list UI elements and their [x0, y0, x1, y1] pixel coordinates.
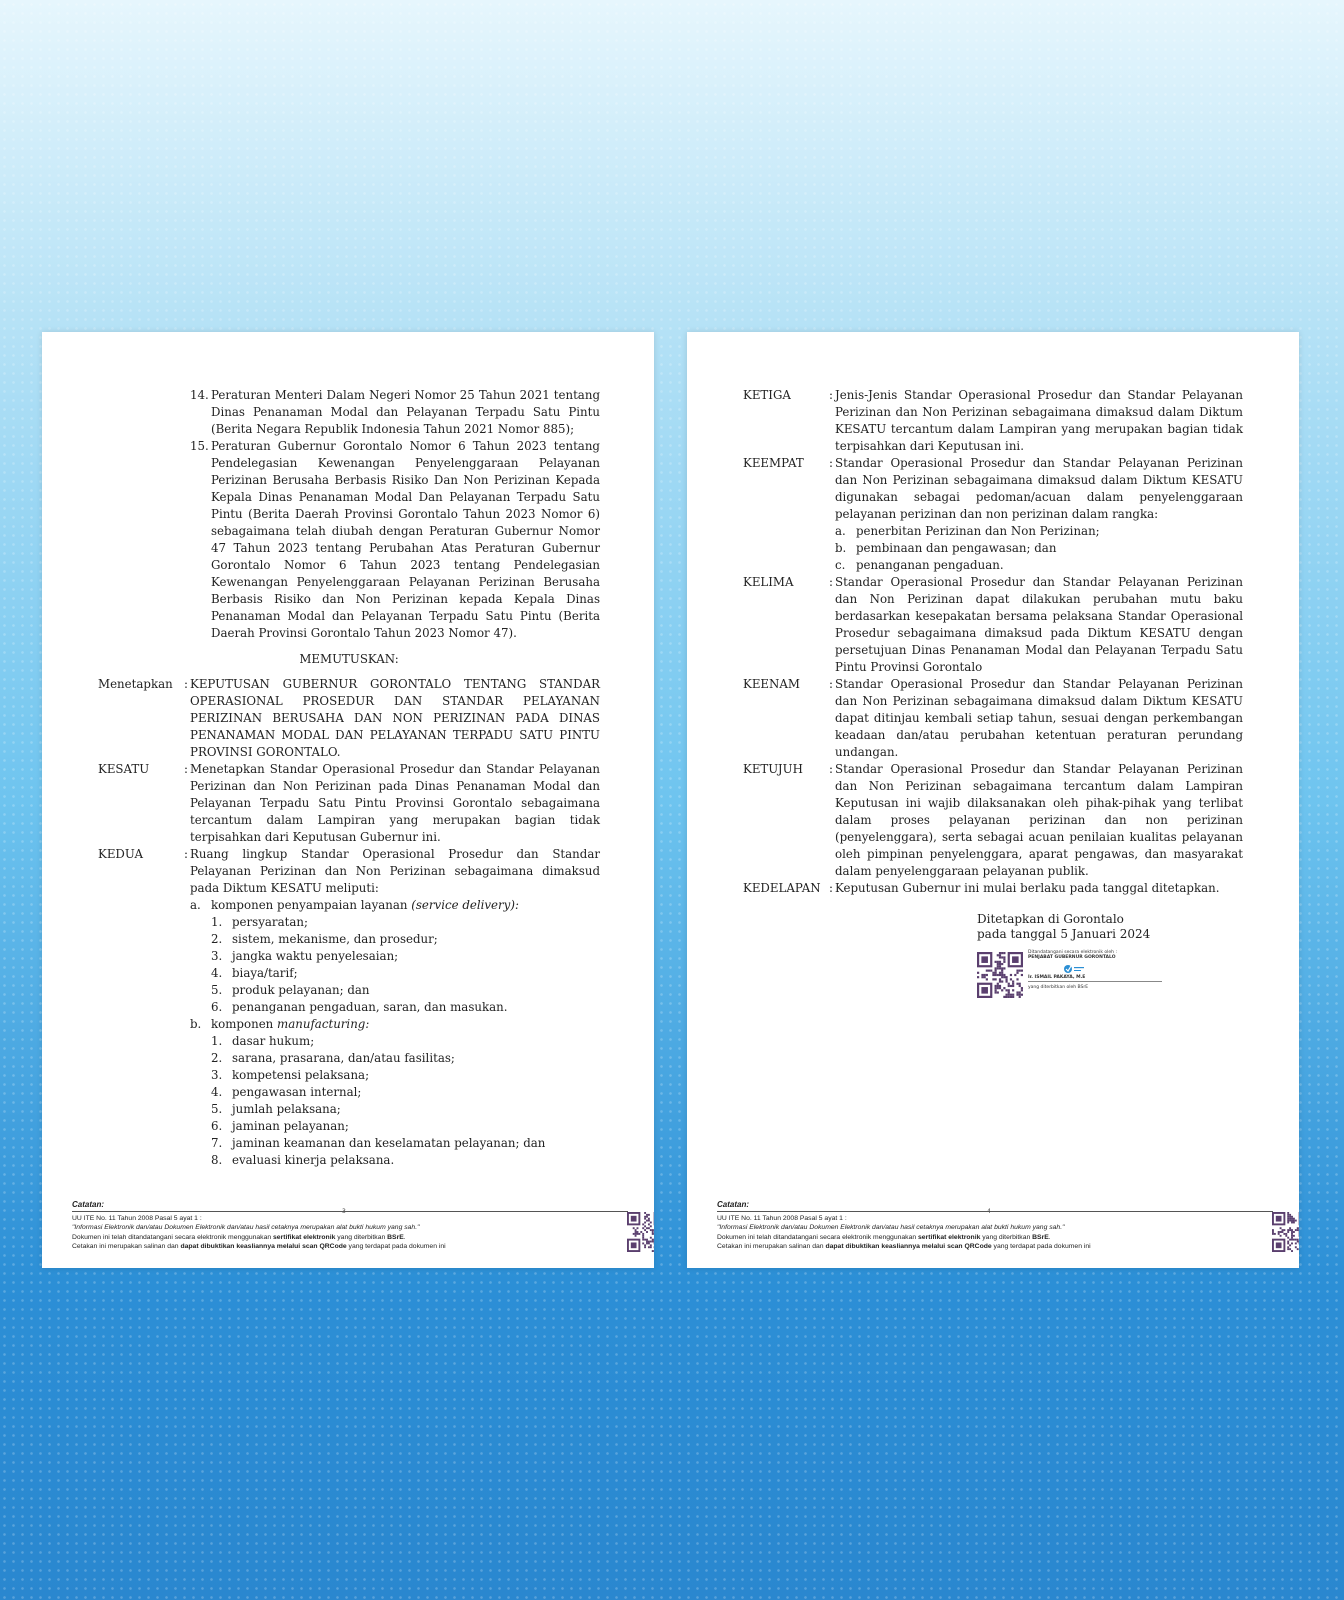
sub-item: b. pembinaan dan pengawasan; dan	[835, 541, 1057, 555]
dictum-key: KETUJUH	[743, 762, 803, 776]
numbered-list-item	[190, 1084, 600, 1101]
list-text: penanganan pengaduan, saran, dan masukan.	[232, 1000, 508, 1014]
list-number: 1.	[211, 1034, 223, 1048]
list-text: persyaratan;	[232, 915, 308, 929]
dictum-key: KESATU	[98, 762, 150, 776]
numbered-list-item	[190, 948, 600, 965]
dictum-text: Menetapkan Standar Operasional Prosedur dan Standar Pelayanan Perizinan dan Non Perizinan pada Dinas Penanaman Modal dan Pelayanan Terpadu Satu Pintu Provinsi Gorontalo sebagaimana tercantum dalam Lampiran yang merupakan bagian tidak terpisahkan dari Keputusan Gubernur ini.	[190, 762, 600, 844]
signer-office: PENJABAT GUBERNUR GORONTALO	[1028, 955, 1116, 961]
list-number: 5.	[211, 1102, 223, 1116]
list-text: sarana, prasarana, dan/atau fasilitas;	[232, 1051, 455, 1065]
signed-by-label: Ditandatangani secara elektronik oleh :	[1028, 950, 1117, 955]
item-text: Peraturan Gubernur Gorontalo Nomor 6 Tahun 2023 tentang Pendelegasian Kewenangan Penyelenggaraan Pelayanan Perizinan Berusaha Berbasis Risiko Dan Non Perizinan Kepada Kepala Dinas Penanaman Modal Dan Pelayanan Terpadu Satu Pintu (Berita Daerah Provinsi Gorontalo Tahun 2023 Nomor 6) sebagaimana telah diubah dengan Peraturan Gubernur Nomor 47 Tahun 2023 tentang Perubahan Atas Peraturan Gubernur Gorontalo Nomor 6 Tahun 2023 tentang Pendelegasian Kewenangan Penyelenggaraan Pelayanan Perizinan Berusaha Berbasis Risiko dan Non Perizinan kepada Kepala Dinas Penanaman Modal dan Pelayanan Terpadu Satu Pintu (Berita Daerah Provinsi Gorontalo Tahun 2023 Nomor 47).	[211, 439, 600, 640]
list-number: 1.	[211, 915, 223, 929]
footer-line: "Informasi Elektronik dan/atau Dokumen Elektronik dan/atau hasil cetaknya merupakan alat bukti hukum yang sah."	[717, 1224, 1065, 1231]
list-text: biaya/tarif;	[232, 966, 298, 980]
dictum-kedua: KEDUA : Ruang lingkup Standar Operasional Prosedur dan Standar Pelayanan Perizinan dan Non Perizinan sebagaimana dimaksud pada Diktum KESATU meliputi: a. komponen penyampaian layanan (service delivery): 1. persyaratan; 2. sistem, mekanisme, dan prosedur; 3. jangka waktu penyelesaian; 4. biaya/tarif; 5. produk pelayanan; dan 6. penanganan pengaduan, saran, dan masukan. b. komponen manufacturing: 1. dasar hukum; 2. sarana, prasarana, dan/atau fasilitas; 3. kompetensi pelaksana; 4. pengawasan internal; 5. jumlah pelaksana; 6. jaminan pelayanan; 7. jaminan keamanan dan keselamatan pelayanan; dan 8. evaluasi kinerja pelaksana.	[98, 847, 600, 1167]
numbered-list-item	[190, 1118, 600, 1135]
numbered-list-item	[190, 1101, 600, 1118]
footer-note	[72, 1200, 628, 1252]
signature-qr-code-icon	[977, 952, 1023, 1004]
list-text: kompetensi pelaksana;	[232, 1068, 370, 1082]
dictum-ketujuh: KETUJUH : Standar Operasional Prosedur dan Standar Pelayanan Perizinan dan Non Perizinan sebagaimana tercantum dalam Lampiran Keputusan ini wajib dilaksanakan oleh pihak-pihak yang terlibat dalam proses pelayanan perizinan dan non perizinan (penyelenggara), serta sebagai acuan penilaian kualitas pelayanan oleh pimpinan penyelenggara, aparat pengawas, dan masyarakat dalam penyelenggaraan pelayanan publik.	[743, 762, 1243, 878]
dictum-text: Jenis-Jenis Standar Operasional Prosedur dan Standar Pelayanan Perizinan dan Non Perizinan sebagaimana dimaksud dalam Diktum KESATU tercantum dalam Lampiran yang merupakan bagian tidak terpisahkan dari Keputusan ini.	[835, 388, 1243, 453]
decision-heading: MEMUTUSKAN:	[299, 652, 399, 666]
numbered-list-item	[190, 1152, 600, 1169]
dictum-text: Standar Operasional Prosedur dan Standar Pelayanan Perizinan dan Non Perizinan dapat dilakukan perubahan mutu baku berdasarkan kesepakatan bersama pelaksana Standar Operasional Prosedur sebagaimana dimaksud pada Diktum KESATU dengan persetujuan Dinas Penanaman Modal dan Pelayanan Terpadu Satu Pintu Provinsi Gorontalo	[835, 575, 1243, 674]
numbered-list-item	[190, 931, 600, 948]
dictum-key: KELIMA	[743, 575, 794, 589]
footer-divider	[72, 1211, 628, 1212]
sub-item: c. penanganan pengaduan.	[835, 558, 1004, 572]
document-page-left	[42, 332, 654, 1268]
numbered-list-item	[190, 1033, 600, 1050]
footer-line: "Informasi Elektronik dan/atau Dokumen Elektronik dan/atau hasil cetaknya merupakan alat bukti hukum yang sah."	[72, 1224, 420, 1231]
page-body	[98, 387, 600, 1169]
footer-label: Catatan:	[72, 1200, 105, 1209]
footer-note	[717, 1200, 1273, 1252]
dictum-key: KEENAM	[743, 677, 800, 691]
dictum-key: Menetapkan	[98, 677, 173, 691]
footer-line: UU ITE No. 11 Tahun 2008 Pasal 5 ayat 1 :	[717, 1214, 847, 1222]
signer-name: Ir. ISMAIL PAKAYA, M.E	[1028, 974, 1086, 980]
list-number: 7.	[211, 1136, 223, 1150]
list-number: 8.	[211, 1153, 223, 1167]
dictum-key: KEDUA	[98, 847, 143, 861]
numbered-list-item	[190, 914, 600, 931]
numbered-list-item	[190, 1050, 600, 1067]
sub-item: a. penerbitan Perizinan dan Non Perizinan;	[835, 524, 1100, 538]
list-text: sistem, mekanisme, dan prosedur;	[232, 932, 438, 946]
list-text: jumlah pelaksana;	[232, 1102, 341, 1116]
list-number: 3.	[211, 1068, 223, 1082]
list-number: 4.	[211, 1085, 223, 1099]
footer-line: Cetakan ini merupakan salinan dan dapat dibuktikan keasliannya melalui scan QRCode yang terdapat pada dokumen ini	[717, 1243, 1091, 1250]
page-body	[743, 387, 1243, 897]
list-text: produk pelayanan; dan	[232, 983, 370, 997]
document-page-right	[687, 332, 1299, 1268]
numbered-list-item	[190, 999, 600, 1016]
page-number: 4	[987, 1208, 991, 1215]
list-number: 6.	[211, 1119, 223, 1133]
list-number: 2.	[211, 1051, 223, 1065]
legal-basis-item	[98, 438, 600, 642]
sub-item-b-list	[190, 1033, 600, 1169]
bsre-logo-icon	[1062, 963, 1088, 975]
dictum-text: Ruang lingkup Standar Operasional Prosedur dan Standar Pelayanan Perizinan dan Non Perizinan sebagaimana dimaksud pada Diktum KESATU meliputi:	[190, 847, 600, 895]
list-number: 4.	[211, 966, 223, 980]
list-text: jangka waktu penyelesaian;	[232, 949, 399, 963]
legal-basis-item	[98, 387, 600, 438]
footer-line: Dokumen ini telah ditandatangani secara elektronik menggunakan sertifikat elektronik yang diterbitkan BSrE.	[717, 1233, 1051, 1241]
list-text: evaluasi kinerja pelaksana.	[232, 1153, 395, 1167]
numbered-list-item	[190, 1135, 600, 1152]
list-text: jaminan pelayanan;	[232, 1119, 349, 1133]
dictum-text: KEPUTUSAN GUBERNUR GORONTALO TENTANG STANDAR OPERASIONAL PROSEDUR DAN STANDAR PELAYANAN PERIZINAN BERUSAHA DAN NON PERIZINAN PADA DINAS PENANAMAN MODAL DAN PELAYANAN TERPADU SATU PINTU PROVINSI GORONTALO.	[190, 677, 600, 759]
page-number: 3	[342, 1208, 346, 1215]
numbered-list-item	[190, 982, 600, 999]
footer-line: Cetakan ini merupakan salinan dan dapat dibuktikan keasliannya melalui scan QRCode yang terdapat pada dokumen ini	[72, 1243, 446, 1250]
item-number: 15.	[190, 439, 209, 453]
dictum-kesatu: KESATU : Menetapkan Standar Operasional Prosedur dan Standar Pelayanan Perizinan dan Non Perizinan pada Dinas Penanaman Modal dan Pelayanan Terpadu Satu Pintu Provinsi Gorontalo sebagaimana tercantum dalam Lampiran yang merupakan bagian tidak terpisahkan dari Keputusan Gubernur ini.	[98, 762, 600, 844]
dictum-text: Standar Operasional Prosedur dan Standar Pelayanan Perizinan dan Non Perizinan sebagaimana tercantum dalam Lampiran Keputusan ini wajib dilaksanakan oleh pihak-pihak yang terlibat dalam proses pelayanan perizinan dan non perizinan (penyelenggara), serta sebagai acuan penilaian kualitas pelayanan oleh pimpinan penyelenggara, aparat pengawas, dan masyarakat dalam penyelenggaraan pelayanan publik.	[835, 762, 1243, 878]
list-text: dasar hukum;	[232, 1034, 315, 1048]
footer-divider	[717, 1211, 1273, 1212]
dictum-key: KEEMPAT	[743, 456, 804, 470]
qr-code-icon	[627, 1212, 654, 1252]
dictum-text: Keputusan Gubernur ini mulai berlaku pada tanggal ditetapkan.	[835, 881, 1220, 895]
dictum-text: Standar Operasional Prosedur dan Standar Pelayanan Perizinan dan Non Perizinan sebagaimana dimaksud dalam Diktum KESATU dapat ditinjau kembali setiap tahun, sesuai dengan perkembangan keadaan dan/atau perubahan ketentuan peraturan perundang undangan.	[835, 677, 1243, 759]
list-number: 2.	[211, 932, 223, 946]
dictum-text: Standar Operasional Prosedur dan Standar Pelayanan Perizinan dan Non Perizinan sebagaimana dimaksud dalam Diktum KESATU digunakan sebagai pedoman/acuan dalam penyelenggaraan pelayanan perizinan dan non perizinan dalam rangka:	[835, 456, 1243, 521]
list-number: 3.	[211, 949, 223, 963]
dictum-keenam: KEENAM : Standar Operasional Prosedur dan Standar Pelayanan Perizinan dan Non Perizinan sebagaimana dimaksud dalam Diktum KESATU dapat ditinjau kembali setiap tahun, sesuai dengan perkembangan keadaan dan/atau perubahan ketentuan peraturan perundang undangan.	[743, 677, 1243, 759]
dictum-kelima: KELIMA : Standar Operasional Prosedur dan Standar Pelayanan Perizinan dan Non Perizinan dapat dilakukan perubahan mutu baku berdasarkan kesepakatan bersama pelaksana Standar Operasional Prosedur sebagaimana dimaksud pada Diktum KESATU dengan persetujuan Dinas Penanaman Modal dan Pelayanan Terpadu Satu Pintu Provinsi Gorontalo	[743, 575, 1243, 674]
footer-line: Dokumen ini telah ditandatangani secara elektronik menggunakan sertifikat elektronik yang diterbitkan BSrE.	[72, 1233, 406, 1241]
list-text: jaminan keamanan dan keselamatan pelayanan; dan	[232, 1136, 546, 1150]
signature-divider	[1028, 981, 1162, 982]
signature-area	[977, 912, 1162, 1008]
signature-date: pada tanggal 5 Januari 2024	[977, 927, 1151, 941]
footer-line: UU ITE No. 11 Tahun 2008 Pasal 5 ayat 1 :	[72, 1214, 202, 1222]
sub-item-a: a. komponen penyampaian layanan (service delivery):	[190, 898, 519, 912]
item-number: 14.	[190, 388, 209, 402]
dictum-kedelapan: KEDELAPAN : Keputusan Gubernur ini mulai berlaku pada tanggal ditetapkan.	[743, 880, 1243, 897]
dictum-key: KETIGA	[743, 388, 791, 402]
signature-place: Ditetapkan di Gorontalo	[977, 912, 1124, 926]
sub-item-a-list	[190, 914, 600, 1016]
dictum-menetapkan: Menetapkan : KEPUTUSAN GUBERNUR GORONTALO TENTANG STANDAR OPERASIONAL PROSEDUR DAN STANDAR PELAYANAN PERIZINAN BERUSAHA DAN NON PERIZINAN PADA DINAS PENANAMAN MODAL DAN PELAYANAN TERPADU SATU PINTU PROVINSI GORONTALO.	[98, 677, 600, 759]
item-text: Peraturan Menteri Dalam Negeri Nomor 25 Tahun 2021 tentang Dinas Penanaman Modal dan Pelayanan Terpadu Satu Pintu (Berita Negara Republik Indonesia Tahun 2021 Nomor 885);	[211, 388, 600, 436]
numbered-list-item	[190, 965, 600, 982]
dictum-keempat: KEEMPAT : Standar Operasional Prosedur dan Standar Pelayanan Perizinan dan Non Perizinan sebagaimana dimaksud dalam Diktum KESATU digunakan sebagai pedoman/acuan dalam penyelenggaraan pelayanan perizinan dan non perizinan dalam rangka: a. penerbitan Perizinan dan Non Perizinan; b. pembinaan dan pengawasan; dan c. penanganan pengaduan.	[743, 456, 1243, 572]
dictum-key: KEDELAPAN	[743, 881, 821, 895]
footer-label: Catatan:	[717, 1200, 750, 1209]
list-number: 5.	[211, 983, 223, 997]
list-number: 6.	[211, 1000, 223, 1014]
electronic-signature	[977, 952, 1162, 1008]
dictum-ketiga: KETIGA : Jenis-Jenis Standar Operasional Prosedur dan Standar Pelayanan Perizinan dan Non Perizinan sebagaimana dimaksud dalam Diktum KESATU tercantum dalam Lampiran yang merupakan bagian tidak terpisahkan dari Keputusan ini.	[743, 388, 1243, 453]
list-text: pengawasan internal;	[232, 1085, 362, 1099]
qr-code-icon	[1272, 1212, 1299, 1252]
signature-issuer: yang diterbitkan oleh BSrE	[1028, 985, 1089, 991]
sub-item-b: b. komponen manufacturing:	[190, 1017, 370, 1031]
numbered-list-item	[190, 1067, 600, 1084]
